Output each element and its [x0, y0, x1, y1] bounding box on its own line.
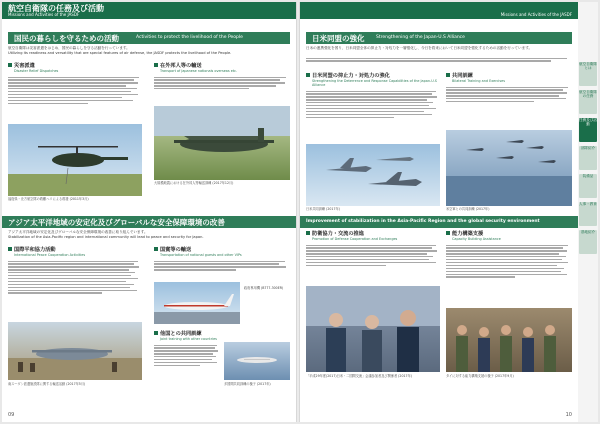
joint-training-heading: 他国との共同訓練 — [154, 330, 202, 337]
government-aircraft-icon — [154, 282, 240, 324]
vip-photo — [154, 282, 240, 324]
alliance-cooperation-body — [306, 89, 440, 141]
transport-heading: 在外邦人等の輸送 — [154, 62, 202, 69]
bullet-square-icon — [154, 63, 158, 67]
bullet-square-icon — [8, 63, 12, 67]
section-lives-intro: 航空自衛隊は災害派遣をはじめ、国民の暮らしを守る活動を行っています。 — [8, 46, 130, 50]
section-alliance-intro-body — [306, 56, 572, 68]
left-header-title: 航空自衛隊の任務及び活動 — [8, 4, 104, 13]
alliance-cooperation-photo — [306, 144, 440, 206]
side-tab-4[interactable]: 部隊紹介 — [579, 146, 597, 170]
bullet-square-icon — [154, 247, 158, 251]
bilateral-heading-en: Bilateral Training and Exercises — [452, 79, 505, 83]
section-security-intro-en: Stabilization of the Asia-Pacific region and international community will lead to peace and security for Japan. — [8, 235, 204, 239]
side-tab-5[interactable]: 装備品 — [579, 174, 597, 198]
bullet-square-icon — [446, 231, 450, 235]
capacity-heading-en: Capacity Building Assistance — [452, 237, 501, 241]
disaster-body — [8, 75, 142, 121]
bullet-square-icon — [8, 247, 12, 251]
disaster-heading-en: Disaster Relief Dispatches — [14, 69, 59, 73]
section-lives-bar — [8, 32, 290, 44]
cargo-plane-icon — [154, 106, 290, 180]
right-page — [300, 2, 578, 422]
disaster-caption: 福島県・北方航空隊の救難ヘリによる救援 (2011年3月) — [8, 197, 89, 201]
section-security-title-en: Improvement of stabilization in the Asia-Pacific Region and the global security environment — [306, 219, 540, 224]
helicopter-icon — [8, 124, 142, 196]
exchange-body — [306, 243, 440, 283]
bilateral-caption: 米空軍との共同訓練 (2017年) — [446, 207, 490, 211]
capacity-heading: 能力構築支援 — [446, 230, 483, 237]
page-number-right: 10 — [565, 412, 572, 418]
joint-training-photo — [224, 342, 290, 380]
joint-training-heading-en: Joint training with other countries — [160, 337, 217, 341]
section-security-bar-left — [2, 216, 296, 228]
side-tab-7[interactable]: 基地紹介 — [579, 230, 597, 254]
vip-caption: 政府専用機 (B777-300ER) — [244, 286, 284, 290]
section-lives-intro-en: Utilizing its readiness and versatility that are special features of air defense, the JASDF protects the livelihood of the People. — [8, 51, 232, 55]
joint-training-caption: 多国間共同訓練の様子 (2017年) — [224, 382, 271, 386]
exchange-heading: 防衛協力・交流の推進 — [306, 230, 364, 237]
disaster-heading: 災害派遣 — [8, 62, 35, 69]
exchange-heading-en: Promotion of Defense Cooperation and Exchanges — [312, 237, 398, 241]
capacity-caption: タイに対する能力構築支援の様子 (2017年9月) — [446, 374, 514, 378]
officials-group-icon — [306, 286, 440, 372]
bullet-square-icon — [154, 331, 158, 335]
exchange-caption: 「平成29年度(2017)日米・二国間交流」会議参加者及び関係者 (2017年) — [306, 374, 412, 378]
page-number-left: 09 — [8, 412, 15, 418]
peacekeeping-heading: 国際平和協力活動 — [8, 246, 56, 253]
left-header-subtitle: Missions and Activities of the JASDF — [8, 12, 80, 17]
side-tab-1[interactable]: 航空自衛隊とは — [579, 62, 597, 86]
disaster-photo — [8, 124, 142, 196]
capacity-photo — [446, 308, 572, 372]
right-header-subtitle: Missions and Activities of the JASDF — [500, 12, 572, 17]
right-header-band — [300, 2, 578, 19]
section-alliance-title-en: Strengthening of the Japan-U.S Alliance — [376, 35, 465, 40]
vip-heading-en: Transportation of national guests and other VIPs — [160, 253, 242, 257]
section-alliance-title: 日米同盟の強化 — [312, 34, 365, 43]
joint-training-body — [154, 343, 220, 393]
bilateral-heading: 共同訓練 — [446, 72, 473, 79]
side-tab-3[interactable]: 任務及び活動 — [579, 118, 597, 142]
section-security-bar-right — [300, 216, 578, 228]
training-group-icon — [446, 308, 572, 372]
alliance-cooperation-caption: 日米共同訓練 (2017年) — [306, 207, 340, 211]
fighter-jets-icon — [306, 144, 440, 206]
transport-photo — [154, 106, 290, 180]
formation-flight-icon — [446, 130, 572, 206]
left-header-band — [2, 2, 296, 19]
bullet-square-icon — [306, 231, 310, 235]
section-security-intro: アジア太平洋地域の安定化及びグローバルな安全保障環境の改善に取り組んでいます。 — [8, 230, 148, 234]
section-lives-title: 国民の暮らしを守るための活動 — [14, 34, 119, 43]
peacekeeping-heading-en: International Peace Cooperation Activities — [14, 253, 86, 257]
bilateral-body — [446, 85, 572, 125]
transport-aircraft-icon — [8, 322, 142, 380]
transport-caption: 大規模地震における在外邦人等輸送訓練 (2017年12月) — [154, 181, 234, 185]
side-tab-2[interactable]: 航空自衛隊の任務 — [579, 90, 597, 114]
peacekeeping-photo — [8, 322, 142, 380]
peacekeeping-body — [8, 259, 142, 319]
alliance-cooperation-heading-en: Strengthening the Deterrence and Response Capabilities of the Japan-U.S Alliance — [312, 79, 437, 87]
left-page — [2, 2, 296, 422]
side-index-tabs — [578, 2, 598, 422]
section-security-title: アジア太平洋地域の安定化及びグローバルな安全保障環境の改善 — [8, 218, 225, 227]
section-alliance-intro: 日米の連携強化を図り、日米同盟全体の抑止力・対処力を一層強化し、今日を将来において日米同盟を強化するための活動を行っています。 — [306, 46, 533, 50]
alliance-cooperation-heading: 日米同盟の抑止力・対処力の強化 — [306, 72, 390, 79]
section-alliance-bar — [306, 32, 572, 44]
bullet-square-icon — [306, 73, 310, 77]
exchange-photo — [306, 286, 440, 372]
section-lives-title-en: Activities to protect the livelihood of the People — [136, 35, 243, 40]
vip-body — [154, 259, 290, 279]
transport-body — [154, 75, 290, 103]
aircraft-formation-icon — [224, 342, 290, 380]
peacekeeping-caption: 南スーダン派遣施設隊に関する輸送活動 (2017年5月) — [8, 382, 86, 386]
bullet-square-icon — [446, 73, 450, 77]
bilateral-photo — [446, 130, 572, 206]
vip-heading: 国賓等の輸送 — [154, 246, 191, 253]
capacity-body — [446, 243, 572, 305]
side-tab-6[interactable]: 人事・教育 — [579, 202, 597, 226]
transport-heading-en: Transport of Japanese nationals overseas etc. — [160, 69, 238, 73]
